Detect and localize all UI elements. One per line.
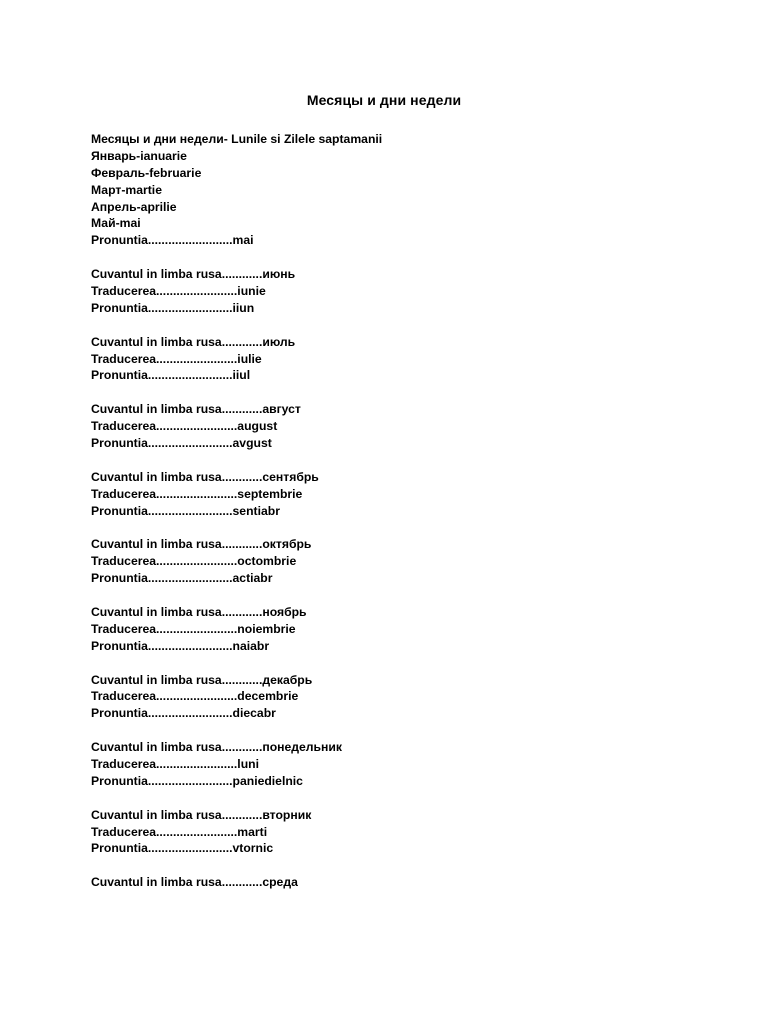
entry-pronunciation: Pronuntia.........................vtornic xyxy=(91,841,274,856)
entry-block xyxy=(91,672,691,723)
intro-heading: Месяцы и дни недели- Lunile si Zilele saptamanii xyxy=(91,132,383,146)
intro-line: Май-mai xyxy=(91,216,141,231)
entry-translation: Traducerea........................noiembrie xyxy=(91,621,296,636)
spacer xyxy=(91,317,691,334)
entry-pronunciation: Pronuntia.........................actiabr xyxy=(91,571,273,586)
document-body xyxy=(91,131,691,891)
entry-block xyxy=(91,874,691,891)
spacer xyxy=(91,452,691,469)
entry-word: Cuvantul in limba rusa............среда xyxy=(91,875,298,890)
intro-line: Март-martie xyxy=(91,182,162,197)
entry-translation: Traducerea........................decembrie xyxy=(91,689,299,704)
intro-line: Pronuntia.........................mai xyxy=(91,233,254,248)
entry-block xyxy=(91,536,691,587)
entry-word: Cuvantul in limba rusa............ноябрь xyxy=(91,604,307,619)
spacer xyxy=(91,249,691,266)
spacer xyxy=(91,857,691,874)
spacer xyxy=(91,722,691,739)
spacer xyxy=(91,384,691,401)
entry-pronunciation: Pronuntia.........................naiabr xyxy=(91,638,270,653)
entry-word: Cuvantul in limba rusa............август xyxy=(91,402,301,417)
entry-word: Cuvantul in limba rusa............декабрь xyxy=(91,672,313,687)
entry-pronunciation: Pronuntia.........................avgust xyxy=(91,436,272,451)
entry-pronunciation: Pronuntia.........................sentiabr xyxy=(91,503,280,518)
intro-line: Апрель-aprilie xyxy=(91,199,177,214)
entry-word: Cuvantul in limba rusa............октябрь xyxy=(91,537,312,552)
entry-pronunciation: Pronuntia.........................diecabr xyxy=(91,706,276,721)
entry-translation: Traducerea........................august xyxy=(91,419,278,434)
spacer xyxy=(91,587,691,604)
entry-block xyxy=(91,739,691,790)
spacer xyxy=(91,790,691,807)
entry-translation: Traducerea........................septembrie xyxy=(91,486,303,501)
entry-block xyxy=(91,807,691,858)
entry-block xyxy=(91,469,691,520)
entry-block xyxy=(91,266,691,317)
entry-block xyxy=(91,604,691,655)
intro-line: Февраль-februarie xyxy=(91,165,202,180)
entry-word: Cuvantul in limba rusa............июнь xyxy=(91,267,296,282)
entry-word: Cuvantul in limba rusa............понедельник xyxy=(91,740,342,755)
spacer xyxy=(91,655,691,672)
intro-block xyxy=(91,131,691,249)
entry-block xyxy=(91,401,691,452)
page-title: Месяцы и дни недели xyxy=(306,92,462,108)
entry-pronunciation: Pronuntia.........................paniedielnic xyxy=(91,773,303,788)
entry-word: Cuvantul in limba rusa............июль xyxy=(91,334,296,349)
entry-translation: Traducerea........................octombrie xyxy=(91,554,297,569)
entry-translation: Traducerea........................marti xyxy=(91,824,268,839)
entry-block xyxy=(91,334,691,385)
entry-translation: Traducerea........................iulie xyxy=(91,351,262,366)
entry-word: Cuvantul in limba rusa............вторник xyxy=(91,807,312,822)
entry-word: Cuvantul in limba rusa............сентябрь xyxy=(91,469,319,484)
entry-pronunciation: Pronuntia.........................iiun xyxy=(91,300,255,315)
entry-translation: Traducerea........................iunie xyxy=(91,284,266,299)
entry-translation: Traducerea........................luni xyxy=(91,756,259,771)
intro-line: Январь-ianuarie xyxy=(91,148,187,163)
spacer xyxy=(91,519,691,536)
entry-pronunciation: Pronuntia.........................iiul xyxy=(91,368,251,383)
